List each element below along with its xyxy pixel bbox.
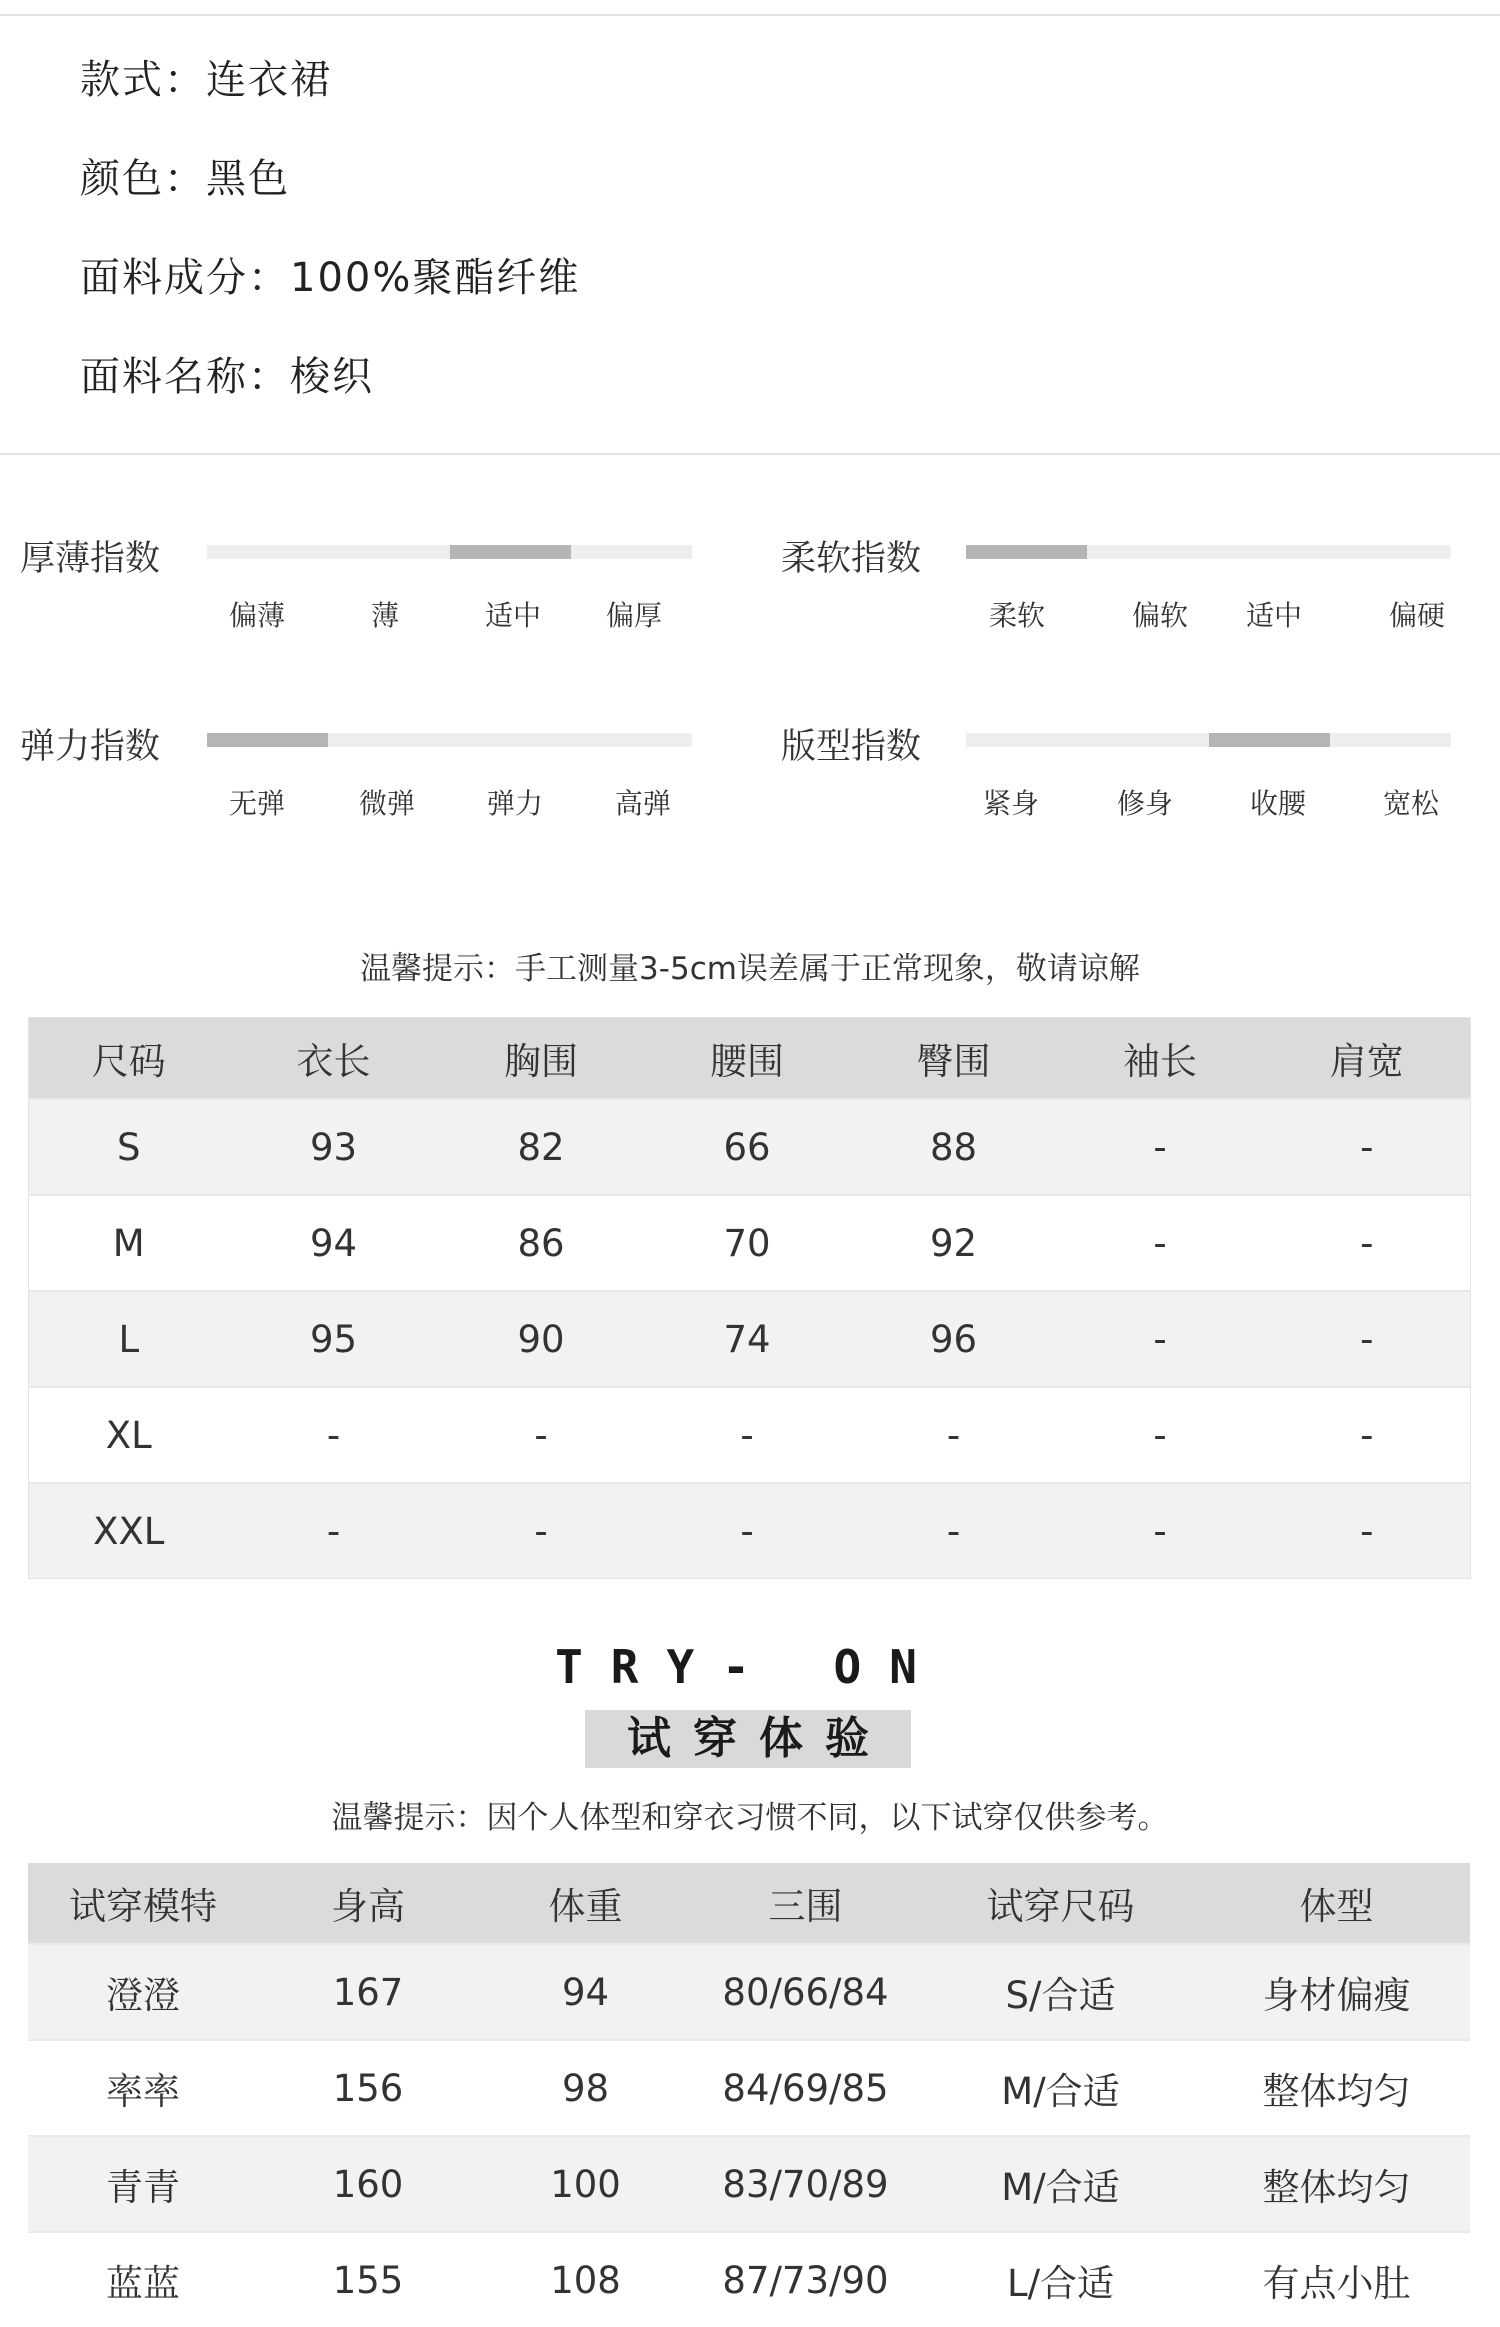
- table-cell: -: [644, 1387, 851, 1483]
- tryon-title-cn: 试穿体验: [627, 1713, 891, 1764]
- index-level: 微弹: [358, 787, 415, 820]
- table-cell: 整体均匀: [1203, 2040, 1470, 2136]
- table-cell: -: [1057, 1099, 1264, 1195]
- table-cell: 96: [851, 1291, 1057, 1387]
- table-cell: 70: [644, 1195, 851, 1291]
- table-cell: 167: [258, 1944, 478, 2040]
- table-cell: 100: [478, 2136, 693, 2232]
- table-header-row: [29, 1018, 1471, 1100]
- table-cell: M/合适: [918, 2040, 1203, 2136]
- table-cell: -: [439, 1483, 644, 1579]
- info-value: 黑色: [206, 156, 290, 202]
- table-cell: -: [1057, 1195, 1264, 1291]
- table-cell: S/合适: [918, 1944, 1203, 2040]
- table-cell: 蓝蓝: [28, 2232, 258, 2327]
- index-track: [207, 733, 692, 747]
- table-row: [28, 2136, 1470, 2232]
- table-cell: -: [439, 1387, 644, 1483]
- table-cell: M: [29, 1195, 229, 1291]
- info-color: [80, 147, 290, 204]
- table-cell: XL: [29, 1387, 229, 1483]
- info-value: 梭织: [290, 354, 374, 400]
- tryon-title-en: TRY- ON: [555, 1640, 945, 1694]
- table-cell: 90: [439, 1291, 644, 1387]
- info-label: 面料成分：: [80, 255, 290, 301]
- table-cell: -: [1264, 1099, 1471, 1195]
- table-cell: 87/73/90: [693, 2232, 918, 2327]
- size-note: 温馨提示：手工测量3-5cm误差属于正常现象，敬请谅解: [360, 951, 1140, 987]
- table-row: [29, 1291, 1471, 1387]
- size-table: [28, 1017, 1471, 1579]
- column-header: 三围: [693, 1863, 918, 1944]
- info-fabric: [80, 345, 374, 402]
- table-cell: 66: [644, 1099, 851, 1195]
- index-level: 适中: [1245, 599, 1302, 632]
- info-label: 面料名称：: [80, 354, 290, 400]
- info-value: 连衣裙: [206, 57, 332, 103]
- index-level: 偏软: [1131, 599, 1188, 632]
- index-level: 无弹: [228, 787, 285, 820]
- table-row: [28, 1944, 1470, 2040]
- table-cell: 160: [258, 2136, 478, 2232]
- column-header: 袖长: [1057, 1018, 1264, 1100]
- table-cell: 95: [229, 1291, 439, 1387]
- info-style: [80, 48, 332, 105]
- column-header: 腰围: [644, 1018, 851, 1100]
- table-header-row: [28, 1863, 1470, 1944]
- index-level: 高弹: [614, 787, 671, 820]
- info-value: 100%聚酯纤维: [290, 255, 581, 301]
- column-header: 衣长: [229, 1018, 439, 1100]
- table-cell: 93: [229, 1099, 439, 1195]
- index-level: 适中: [484, 599, 541, 632]
- table-cell: 青青: [28, 2136, 258, 2232]
- table-cell: 有点小肚: [1203, 2232, 1470, 2327]
- table-row: [29, 1483, 1471, 1579]
- index-title: 柔软指数: [781, 539, 922, 579]
- column-header: 体型: [1203, 1863, 1470, 1944]
- index-level: 收腰: [1249, 787, 1306, 820]
- column-header: 体重: [478, 1863, 693, 1944]
- column-header: 身高: [258, 1863, 478, 1944]
- index-track: [966, 733, 1451, 747]
- table-cell: L/合适: [918, 2232, 1203, 2327]
- table-cell: 92: [851, 1195, 1057, 1291]
- index-level: 弹力: [486, 787, 543, 820]
- table-cell: 88: [851, 1099, 1057, 1195]
- column-header: 试穿模特: [28, 1863, 258, 1944]
- index-title: 版型指数: [781, 727, 922, 767]
- table-cell: -: [644, 1483, 851, 1579]
- table-cell: -: [1264, 1195, 1471, 1291]
- table-cell: L: [29, 1291, 229, 1387]
- table-cell: 率率: [28, 2040, 258, 2136]
- table-row: [28, 2040, 1470, 2136]
- tryon-title-box: [585, 1710, 911, 1768]
- column-header: 肩宽: [1264, 1018, 1471, 1100]
- table-cell: -: [229, 1483, 439, 1579]
- index-fill: [207, 733, 328, 747]
- index-level: 柔软: [988, 599, 1045, 632]
- tryon-table: [28, 1863, 1470, 2327]
- table-row: [29, 1099, 1471, 1195]
- column-header: 臀围: [851, 1018, 1057, 1100]
- table-cell: -: [229, 1387, 439, 1483]
- table-cell: -: [1264, 1483, 1471, 1579]
- tryon-note: 温馨提示：因个人体型和穿衣习惯不同，以下试穿仅供参考。: [331, 1800, 1169, 1836]
- index-fill: [450, 545, 571, 559]
- table-cell: -: [1264, 1291, 1471, 1387]
- index-level: 薄: [370, 599, 399, 632]
- index-track: [207, 545, 692, 559]
- table-cell: -: [1057, 1387, 1264, 1483]
- table-row: [28, 2232, 1470, 2327]
- index-level: 修身: [1116, 787, 1173, 820]
- info-composition: [80, 246, 580, 303]
- info-divider: [0, 453, 1500, 455]
- table-cell: 94: [478, 1944, 693, 2040]
- table-cell: 98: [478, 2040, 693, 2136]
- table-cell: 整体均匀: [1203, 2136, 1470, 2232]
- index-fill: [966, 545, 1087, 559]
- table-cell: XXL: [29, 1483, 229, 1579]
- index-title: 弹力指数: [20, 727, 161, 767]
- table-cell: 澄澄: [28, 1944, 258, 2040]
- column-header: 胸围: [439, 1018, 644, 1100]
- column-header: 尺码: [29, 1018, 229, 1100]
- table-cell: 155: [258, 2232, 478, 2327]
- table-cell: 74: [644, 1291, 851, 1387]
- index-level: 宽松: [1382, 787, 1439, 820]
- table-cell: -: [851, 1483, 1057, 1579]
- table-cell: -: [1057, 1483, 1264, 1579]
- table-row: [29, 1195, 1471, 1291]
- index-level: 偏硬: [1388, 599, 1445, 632]
- table-row: [29, 1387, 1471, 1483]
- index-title: 厚薄指数: [20, 539, 161, 579]
- table-cell: 身材偏瘦: [1203, 1944, 1470, 2040]
- table-cell: -: [851, 1387, 1057, 1483]
- table-cell: -: [1264, 1387, 1471, 1483]
- index-fill: [1209, 733, 1330, 747]
- table-cell: 83/70/89: [693, 2136, 918, 2232]
- table-cell: 84/69/85: [693, 2040, 918, 2136]
- index-track: [966, 545, 1451, 559]
- table-cell: 108: [478, 2232, 693, 2327]
- table-cell: 82: [439, 1099, 644, 1195]
- index-level: 紧身: [982, 787, 1039, 820]
- table-cell: S: [29, 1099, 229, 1195]
- table-cell: 80/66/84: [693, 1944, 918, 2040]
- index-level: 偏薄: [228, 599, 285, 632]
- top-divider: [0, 14, 1500, 16]
- column-header: 试穿尺码: [918, 1863, 1203, 1944]
- table-cell: M/合适: [918, 2136, 1203, 2232]
- index-level: 偏厚: [605, 599, 662, 632]
- table-cell: 156: [258, 2040, 478, 2136]
- table-cell: 94: [229, 1195, 439, 1291]
- table-cell: 86: [439, 1195, 644, 1291]
- info-label: 颜色：: [80, 156, 206, 202]
- table-cell: -: [1057, 1291, 1264, 1387]
- info-label: 款式：: [80, 57, 206, 103]
